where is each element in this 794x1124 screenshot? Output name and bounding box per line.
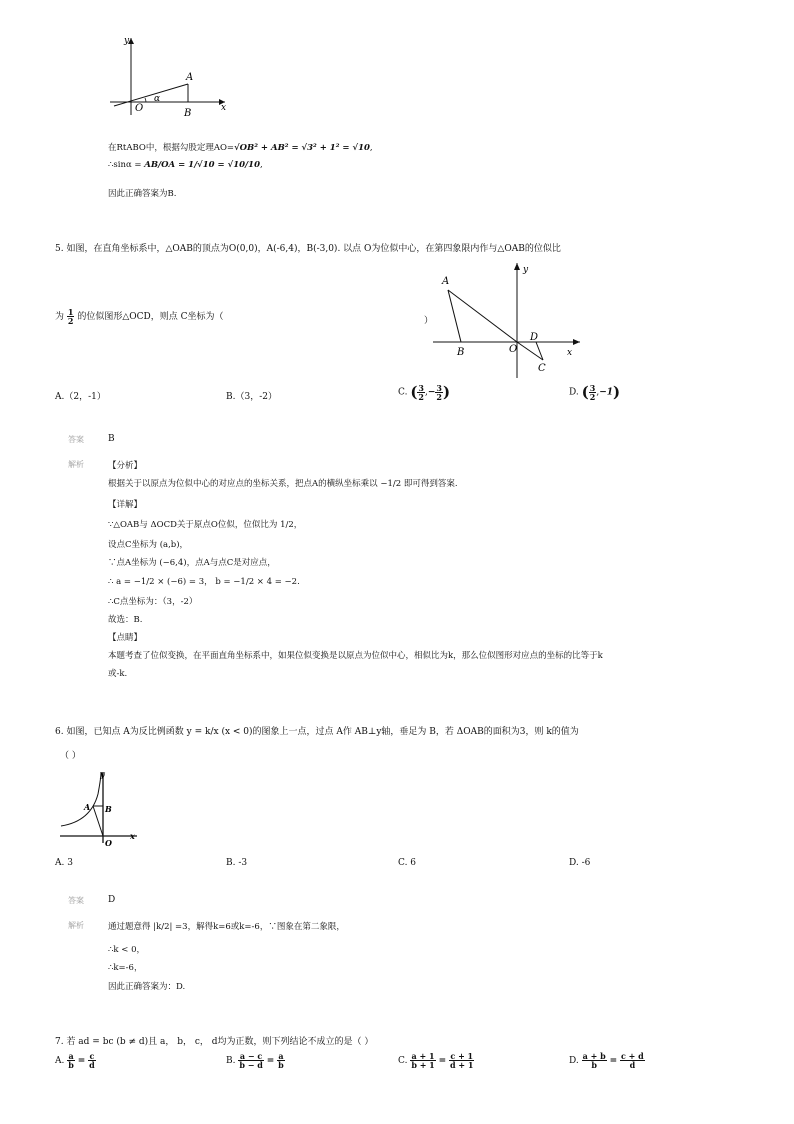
q7-option-c[interactable]: C. $\frac{a + 1}{b + 1}$ = $\frac{c + 1}{d + 1}$	[398, 1051, 474, 1070]
q5-analysis-6: ∴ a = −1/2 × (−6) = 3， b = −1/2 × 4 = −2.	[108, 577, 300, 587]
top-line3: 因此正确答案为B.	[108, 189, 177, 199]
fig-label-a: A	[84, 802, 91, 812]
q7-option-d[interactable]: D. $\frac{a + b}{b}$ = $\frac{c + d}{d}$	[569, 1051, 644, 1070]
q6-option-d[interactable]: D. -6	[569, 858, 591, 868]
q5-paren-close: ）	[424, 316, 434, 326]
q5-analysis-11: 或-k.	[108, 669, 128, 679]
fig-label-y: y	[124, 36, 130, 46]
q5-stem-line2: 为 $\frac{1}{2}$ 的位似图形△OCD，则点 C坐标为（	[55, 307, 224, 326]
fig-label-b: B	[105, 804, 112, 814]
top-line1-math: √OB² + AB² = √3² + 1² = √10	[234, 143, 370, 153]
q5-analysis-5: ∵点A坐标为 (−6,4)，点A与点C是对应点，	[108, 558, 276, 568]
q5-analysis-3: ∵△OAB与 ΔOCD关于原点O位似，位似比为 1/2，	[108, 520, 303, 530]
q6-analysis-0: 通过题意得 |k/2| =3，解得k=6或k=-6，∵图象在第二象限，	[108, 922, 345, 932]
fig-label-o: O	[105, 838, 112, 848]
q5-option-b[interactable]: B.（3，-2）	[226, 392, 277, 402]
q6-analysis-1: ∴k < 0，	[108, 945, 145, 955]
q6-analysis-label: 解析	[68, 921, 84, 930]
q6-option-b[interactable]: B. -3	[226, 858, 248, 868]
q5-analysis-9: 【点睛】	[108, 633, 143, 643]
fig-label-x: x	[567, 348, 573, 358]
q7-option-a[interactable]: A. $\frac{a}{b}$ = $\frac{c}{d}$	[55, 1051, 95, 1070]
q6-analysis-3: 因此正确答案为：D.	[108, 982, 186, 992]
q5-analysis-0: 【分析】	[108, 461, 143, 471]
q7-stem: 7. 若 ad = bc (b ≠ d)且 a， b， c， d均为正数，则下列结论不成立的是（ ）	[55, 1037, 374, 1047]
q7-option-b[interactable]: B. $\frac{a - c}{b - d}$ = $\frac{a}{b}$	[226, 1051, 284, 1070]
fig-label-x: x	[221, 103, 227, 113]
fig-label-y: y	[523, 265, 529, 275]
fig-label-b: B	[184, 108, 192, 119]
figure-alpha-triangle	[100, 30, 240, 120]
q5-analysis-7: ∴C点坐标为：（3，-2）	[108, 597, 198, 607]
q5-option-a[interactable]: A.（2，-1）	[55, 392, 106, 402]
q6-figure	[55, 768, 145, 848]
q5-fraction: $\frac{1}{2}$	[67, 307, 74, 326]
q6-stem-line1: 6. 如图，已知点 A为反比例函数 y = k/x (x < 0)的图象上一点，过点 A作 AB⊥y轴，垂足为 B，若 ΔOAB的面积为3，则 k的值为	[55, 727, 579, 737]
fig-label-c: C	[538, 363, 546, 374]
q5-analysis-label: 解析	[68, 460, 84, 469]
fig-label-x: x	[130, 831, 135, 841]
q5-analysis-2: 【详解】	[108, 500, 143, 510]
fig-label-o: O	[135, 103, 144, 114]
top-line2: ∴sinα = AB/OA = 1/√10 = √10/10,	[108, 160, 263, 170]
q5-analysis-1: 根据关于以原点为位似中心的对应点的坐标关系，把点A的横纵坐标乘以 −1/2 即可得到答案.	[108, 479, 458, 489]
top-line1: 在RtABO中，根据勾股定理AO=√OB² + AB² = √3² + 1² = √10,	[108, 143, 373, 153]
fig-label-a: A	[442, 276, 450, 287]
q5-answer-label: 答案	[68, 435, 84, 444]
q6-option-c[interactable]: C. 6	[398, 858, 417, 868]
q5-analysis-10: 本题考查了位似变换，在平面直角坐标系中，如果位似变换是以原点为位似中心，相似比为k，那么位似图形对应点的坐标的比等于k	[108, 651, 603, 661]
q5-analysis-4: 设点C坐标为 (a,b)，	[108, 540, 189, 550]
q5-option-c[interactable]: C. ( $\frac{3}{2}$ ,− $\frac{3}{2}$ )	[398, 382, 451, 402]
fig-label-alpha: α	[154, 94, 161, 104]
q6-answer: D	[108, 895, 116, 905]
q5-analysis-8: 故选：B.	[108, 615, 143, 625]
fig-label-o: O	[509, 344, 518, 355]
fig-label-d: D	[530, 332, 539, 343]
top-line2-math: AB/OA = 1/√10 = √10/10	[144, 160, 260, 170]
q5-answer: B	[108, 434, 115, 444]
q5-option-d[interactable]: D. ( $\frac{3}{2}$ ,−1)	[569, 382, 621, 402]
q5-stem-line1: 5. 如图，在直角坐标系中，△OAB的顶点为O(0,0)，A(-6,4)，B(-3,0). 以点 O为位似中心，在第四象限内作与△OAB的位似比	[55, 244, 561, 254]
fig-label-b: B	[457, 347, 465, 358]
fig-label-a: A	[186, 72, 194, 83]
fig-label-y: y	[100, 769, 105, 779]
q5-figure	[428, 258, 588, 380]
q6-answer-label: 答案	[68, 896, 84, 905]
q6-stem-line2: （ ）	[60, 751, 81, 761]
q6-analysis-2: ∴k=-6，	[108, 963, 143, 973]
q6-option-a[interactable]: A. 3	[55, 858, 73, 868]
